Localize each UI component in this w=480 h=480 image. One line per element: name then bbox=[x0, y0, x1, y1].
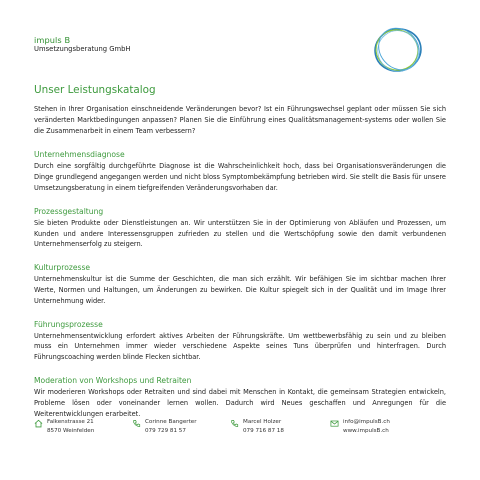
email-link[interactable]: info@impulsB.ch bbox=[343, 419, 390, 425]
section-text: Unternehmensentwicklung erfordert aktives Arbeiten der Führungskräfte. Um wettbewerbsfähig zu sein und zu bleiben muss ein Unternehmen immer wieder verschiedene Aspekte seines Tuns überprüfen und hinterfragen. Durch Führungscoaching werden blinde Flecken sichtbar. bbox=[34, 331, 446, 362]
section-title: Unternehmensdiagnose bbox=[34, 150, 125, 160]
footer-contacts bbox=[34, 418, 446, 442]
section-text: Unternehmenskultur ist die Summe der Geschichten, die man sich erzählt. Wir befähigen Sie im sichtbar machen Ihrer Werte, Normen und Haltungen, um Änderungen zu bewirken. Die Kultur spiegelt sich in der Qualität und im Image Ihrer Unternehmung wider. bbox=[34, 275, 446, 305]
address-street: Falkenstrasse 21 bbox=[47, 419, 94, 425]
contact-name: Corinne Bangerter bbox=[145, 419, 197, 425]
website-link[interactable]: www.impulsB.ch bbox=[343, 428, 389, 434]
section-title: Moderation von Workshops und Retraiten bbox=[34, 375, 192, 385]
intro-paragraph: Stehen in Ihrer Organisation einschneidende Veränderungen bevor? Ist ein Führungswechsel geplant oder müssen Sie sich veränderten Marktbedingungen anpassen? Planen Sie die Einführung eines Qualitätsmanagement-systems oder wollen Sie die Zusammenarbeit in einem Team verbessern? bbox=[34, 105, 446, 135]
phone-icon bbox=[230, 419, 239, 428]
page-title: Unser Leistungskatalog bbox=[34, 84, 156, 96]
mail-icon bbox=[330, 419, 339, 428]
section-prozessgestaltung bbox=[34, 207, 446, 250]
section-moderation bbox=[34, 376, 446, 419]
section-fuehrungsprozesse bbox=[34, 320, 446, 363]
brand-name: impuls B bbox=[34, 35, 71, 45]
home-icon bbox=[34, 419, 43, 428]
section-title: Prozessgestaltung bbox=[34, 206, 104, 216]
address-city: 8570 Weinfelden bbox=[47, 428, 95, 434]
swirl-logo-icon bbox=[372, 26, 424, 74]
section-text: Durch eine sorgfältig durchgeführte Diagnose ist die Wahrscheinlichkeit hoch, dass bei Organisationsveränderungen die Dinge grundlegend angegangen werden und nicht bloss Symptombekämpfung betrieben wird. Sie stellt die Basis für unsere Umsetzungsberatung in einem tiefgreifenden Veränderungsvorhaben dar. bbox=[34, 162, 446, 192]
phone-icon bbox=[132, 419, 141, 428]
section-text: Wir moderieren Workshops oder Retraiten und sind dabei mit Menschen in Kontakt, die gemeinsam Strategien entwickeln, Probleme lösen oder voneinander lernen wollen. Dadurch wird Neues geschaffen und Anregungen für die Weiterentwicklungen erarbeitet. bbox=[34, 387, 446, 418]
section-title: Führungsprozesse bbox=[34, 319, 103, 329]
section-kulturprozesse bbox=[34, 263, 446, 306]
contact-phone[interactable]: 079 716 87 18 bbox=[243, 428, 284, 434]
section-unternehmensdiagnose bbox=[34, 150, 446, 193]
content-body bbox=[34, 104, 446, 419]
contact-name: Marcel Holzer bbox=[243, 419, 282, 425]
contact-phone[interactable]: 079 729 81 57 bbox=[145, 428, 186, 434]
brand-subtitle: Umsetzungsberatung GmbH bbox=[34, 45, 131, 53]
section-text: Sie bieten Produkte oder Dienstleistungen an. Wir unterstützen Sie in der Optimierung von Abläufen und Prozessen, um Kunden und andere Interessensgruppen zufrieden zu stellen und die Wertschöpfung sowie den damit verbundenen Unternehmenserfolg zu steigern. bbox=[34, 218, 446, 249]
section-title: Kulturprozesse bbox=[34, 263, 91, 273]
